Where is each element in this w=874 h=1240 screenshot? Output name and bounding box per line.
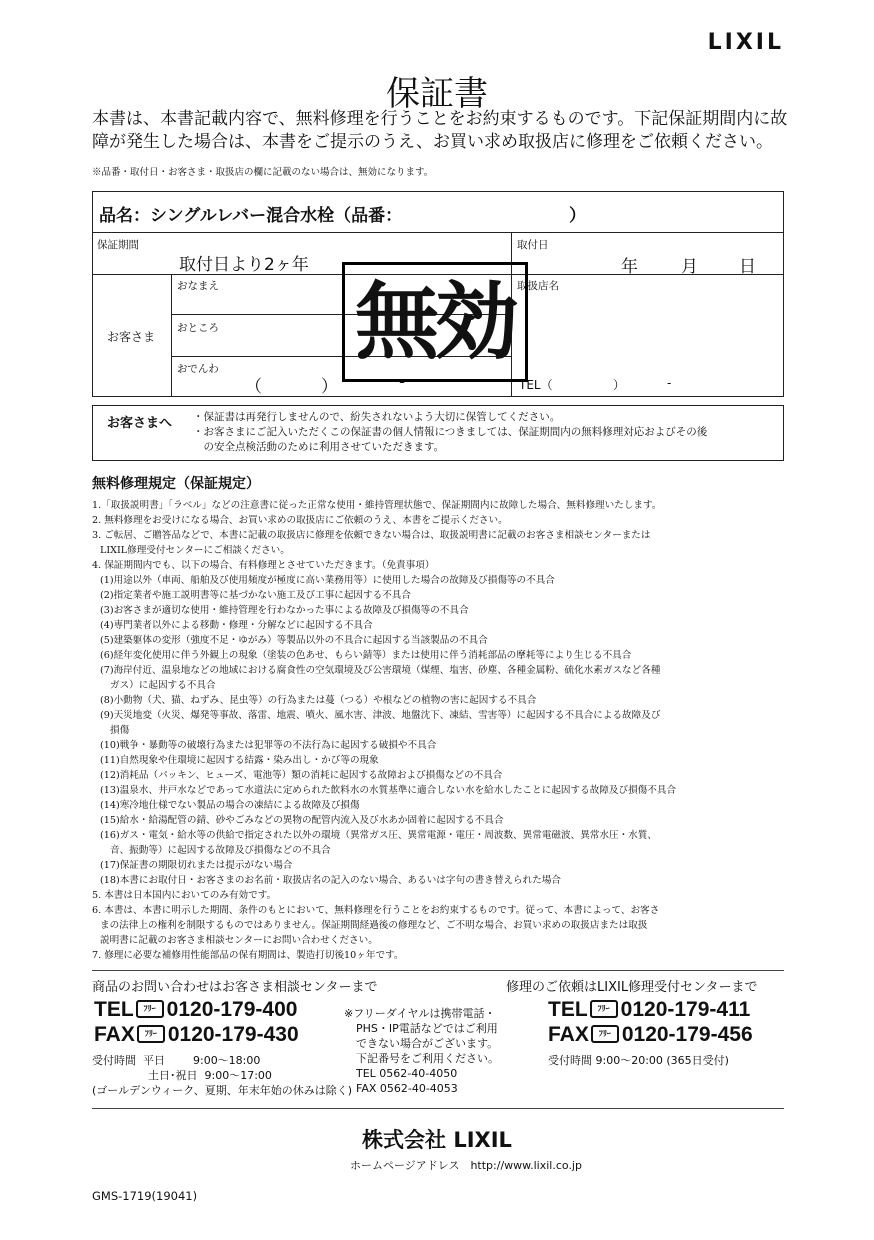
free-dial-icon: ﾌﾘｰ bbox=[136, 1000, 164, 1018]
warranty-period-value: 取付日より2ヶ年 bbox=[179, 255, 309, 275]
rule-line: (7)海岸付近、温泉地などの地域における腐食性の空気環境及び公害環境（煤煙、塩害、砂塵、各種金属粉、硫化水素ガスなど各種 bbox=[100, 665, 661, 676]
consumer-tel-number: 0120-179-400 bbox=[166, 998, 298, 1021]
divider bbox=[92, 1108, 784, 1109]
divider bbox=[92, 970, 784, 971]
customer-notice-line: ・保証書は再発行しませんので、紛失されないよう大切に保管してください。 bbox=[193, 411, 561, 423]
rule-line: (3)お客さまが適切な使用・維持管理を行わなかった事による故障及び損傷等の不具合 bbox=[100, 605, 469, 616]
consumer-tel bbox=[94, 998, 297, 1022]
install-month: 月 bbox=[681, 257, 698, 277]
repair-center-heading: 修理のご依頼はLIXIL修理受付センターまで bbox=[506, 980, 758, 995]
notice-line: PHS・IP電話などではご利用 bbox=[356, 1022, 498, 1035]
alt-fax: FAX 0562-40-4053 bbox=[356, 1082, 458, 1095]
dealer-tel-close: ） bbox=[613, 378, 626, 392]
dealer-name-label: 取扱店名 bbox=[517, 280, 559, 292]
rule-line: (4)専門業者以外による移動・修理・分解などに起因する不具合 bbox=[100, 620, 373, 631]
rule-line: 損傷 bbox=[110, 725, 130, 736]
repair-fax-number: 0120-179-456 bbox=[621, 1023, 753, 1046]
rule-line: (9)天災地変（火災、爆発等事故、落雷、地震、噴火、風水害、津波、地盤沈下、凍結、雪害等）に起因する不具合による故障及び bbox=[100, 710, 661, 721]
fax-label: FAX bbox=[94, 1023, 135, 1046]
phone-open-paren: （ bbox=[245, 377, 262, 397]
dealer-tel-label: TEL（ bbox=[519, 378, 553, 392]
invalid-stamp: 無効 bbox=[342, 262, 528, 382]
rule-line: 1.「取扱説明書」「ラベル」などの注意書に従った正常な使用・維持管理状態で、保証期間内に故障した場合、無料修理いたします。 bbox=[92, 500, 662, 511]
consumer-fax bbox=[94, 1023, 299, 1047]
rules-list bbox=[92, 498, 788, 963]
repair-hours: 受付時間 9:00～20:00 (365日受付) bbox=[548, 1054, 729, 1067]
product-close-paren: ） bbox=[569, 206, 586, 226]
document-code: GMS-1719(19041) bbox=[92, 1189, 198, 1203]
phone-dash: - bbox=[399, 372, 406, 392]
notice-line: ※フリーダイヤルは携帯電話・ bbox=[344, 1007, 496, 1020]
rule-line: 4. 保証期間内でも、以下の場合、有料修理とさせていただきます。（免責事項） bbox=[92, 560, 435, 571]
invalid-note: ※品番・取付日・お客さま・取扱店の欄に記載のない場合は、無効になります。 bbox=[92, 167, 434, 178]
customer-notice-box bbox=[92, 405, 784, 461]
rule-line: (11)自然現象や住環境に起因する結露・染み出し・かび等の現象 bbox=[100, 755, 379, 766]
rule-line: LIXIL修理受付センターにご相談ください。 bbox=[100, 545, 290, 556]
rule-line: 2. 無料修理をお受けになる場合、お買い求めの取扱店にご依頼のうえ、本書をご提示ください。 bbox=[92, 515, 508, 526]
name-label: おなまえ bbox=[177, 280, 219, 292]
intro-text: 本書は、本書記載内容で、無料修理を行うことをお約束するものです。下記保証期間内に故障が発生した場合は、本書をご提示のうえ、お買い求め取扱店に修理をご依頼ください。 bbox=[92, 109, 788, 152]
document-title: 保証書 bbox=[386, 74, 488, 114]
alt-tel: TEL 0562-40-4050 bbox=[356, 1067, 458, 1080]
rule-line: (5)建築躯体の変形（強度不足・ゆがみ）等製品以外の不具合に起因する当該製品の不具合 bbox=[100, 635, 488, 646]
rule-line: (8)小動物（犬、猫、ねずみ、昆虫等）の行為または蔓（つる）や根などの植物の害に起因する不具合 bbox=[100, 695, 537, 706]
notice-line: 下記番号をご利用ください。 bbox=[356, 1052, 499, 1065]
free-dial-notice bbox=[344, 1006, 499, 1096]
repair-tel-number: 0120-179-411 bbox=[620, 998, 751, 1021]
rule-line: (18)本書にお取付日・お客さまのお名前・取扱店名の記入のない場合、あるいは字句の書き替えられた場合 bbox=[100, 875, 562, 886]
hours-label: 受付時間 bbox=[92, 1054, 136, 1067]
rule-line: 説明書に記載のお客さま相談センターにお問い合わせください。 bbox=[100, 935, 378, 946]
customer-notice-line: の安全点検活動のために利用させていただきます。 bbox=[193, 441, 445, 453]
fax-label: FAX bbox=[548, 1023, 589, 1046]
rules-title: 無料修理規定（保証規定） bbox=[92, 476, 260, 492]
customer-notice-line: ・お客さまにご記入いただくこの保証書の個人情報につきましては、保証期間内の無料修理対応およびその後 bbox=[193, 426, 708, 438]
rule-line: (14)寒冷地仕様でない製品の場合の凍結による故障及び損傷 bbox=[100, 800, 360, 811]
rule-line: (17)保証書の期限切れまたは提示がない場合 bbox=[100, 860, 293, 871]
warranty-period-label: 保証期間 bbox=[97, 239, 139, 251]
homepage-url: ホームページアドレス http://www.lixil.co.jp bbox=[350, 1159, 582, 1172]
hours-weekday: 9:00～18:00 bbox=[192, 1054, 261, 1067]
hours-note: (ゴールデンウィーク、夏期、年末年始の休みは除く) bbox=[92, 1084, 353, 1097]
rule-line: (16)ガス・電気・給水等の供給で指定された以外の環境（異常ガス圧、異常電源・電圧・周波数、異常電磁波、異常水圧・水質、 bbox=[100, 830, 657, 841]
rule-line: (13)温泉水、井戸水などであって水道法に定められた飲料水の水質基準に適合しない水を給水したことに起因する故障及び損傷不具合 bbox=[100, 785, 677, 796]
rule-line: 6. 本書は、本書に明示した期間、条件のもとにおいて、無料修理を行うことをお約束するものです。従って、本書によって、お客さ bbox=[92, 905, 660, 916]
rule-line: (15)給水・給湯配管の錆、砂やごみなどの異物の配管内流入及び水あか固着に起因する不具合 bbox=[100, 815, 504, 826]
hours-weekend-label: 土日･祝日 bbox=[148, 1069, 198, 1082]
rule-line: (12)消耗品（パッキン、ヒューズ、電池等）類の消耗に起因する故障および損傷などの不具合 bbox=[100, 770, 503, 781]
rule-line: 3. ご転居、ご贈答品などで、本書に記載の取扱店に修理を依頼できない場合は、取扱説明書に記載のお客さま相談センターまたは bbox=[92, 530, 651, 541]
lixil-logo: LIXIL bbox=[707, 30, 784, 55]
install-year: 年 bbox=[621, 257, 638, 277]
rule-line: (10)戦争・暴動等の破壊行為または犯罪等の不法行為に起因する破損や不具合 bbox=[100, 740, 437, 751]
rule-line: (1)用途以外（車両、船舶及び使用頻度が極度に高い業務用等）に使用した場合の故障及び損傷等の不具合 bbox=[100, 575, 555, 586]
hours-weekday-label: 平日 bbox=[143, 1054, 165, 1067]
free-dial-icon: ﾌﾘｰ bbox=[137, 1025, 165, 1043]
rule-line: (2)指定業者や施工説明書等に基づかない施工及び工事に起因する不具合 bbox=[100, 590, 411, 601]
rule-line: 7. 修理に必要な補修用性能部品の保有期間は、製造打切後10ヶ年です。 bbox=[92, 950, 404, 961]
rule-line: まの法律上の権利を制限するものではありません。保証期間経過後の修理など、ご不明な場合、お買い求めの取扱店または取扱 bbox=[100, 920, 648, 931]
customer-label: お客さま bbox=[107, 330, 156, 344]
consumer-hours bbox=[92, 1053, 352, 1098]
install-day: 日 bbox=[739, 257, 756, 277]
rule-line: 音、振動等）に起因する故障及び損傷などの不具合 bbox=[110, 845, 331, 856]
tel-label: TEL bbox=[94, 998, 134, 1021]
phone-close-paren: ） bbox=[321, 377, 338, 397]
rule-line: 5. 本書は日本国内においてのみ有効です。 bbox=[92, 890, 277, 901]
consumer-center-heading: 商品のお問い合わせはお客さま相談センターまで bbox=[92, 980, 378, 995]
phone-label: おでんわ bbox=[177, 363, 219, 375]
product-name-label: 品名：シングルレバー混合水栓（品番： bbox=[99, 206, 403, 226]
repair-tel bbox=[548, 998, 750, 1022]
repair-fax bbox=[548, 1023, 753, 1047]
company-name: 株式会社 LIXIL bbox=[362, 1128, 512, 1152]
notice-line: できない場合がございます。 bbox=[356, 1037, 499, 1050]
dealer-tel-dash: - bbox=[667, 376, 672, 390]
customer-notice-heading: お客さまへ bbox=[107, 416, 173, 431]
hours-weekend: 9:00～17:00 bbox=[204, 1069, 272, 1082]
install-date-label: 取付日 bbox=[517, 239, 549, 251]
tel-label: TEL bbox=[548, 998, 588, 1021]
customer-notice-text bbox=[193, 410, 707, 455]
rule-line: (6)経年変化使用に伴う外観上の現象（塗装の色あせ、もらい錆等）または使用に伴う消耗部品の摩耗等により生じる不具合 bbox=[100, 650, 632, 661]
address-label: おところ bbox=[177, 322, 219, 334]
free-dial-icon: ﾌﾘｰ bbox=[590, 1000, 618, 1018]
rule-line: ガス）に起因する不具合 bbox=[110, 680, 216, 691]
free-dial-icon: ﾌﾘｰ bbox=[591, 1025, 619, 1043]
consumer-fax-number: 0120-179-430 bbox=[167, 1023, 299, 1046]
